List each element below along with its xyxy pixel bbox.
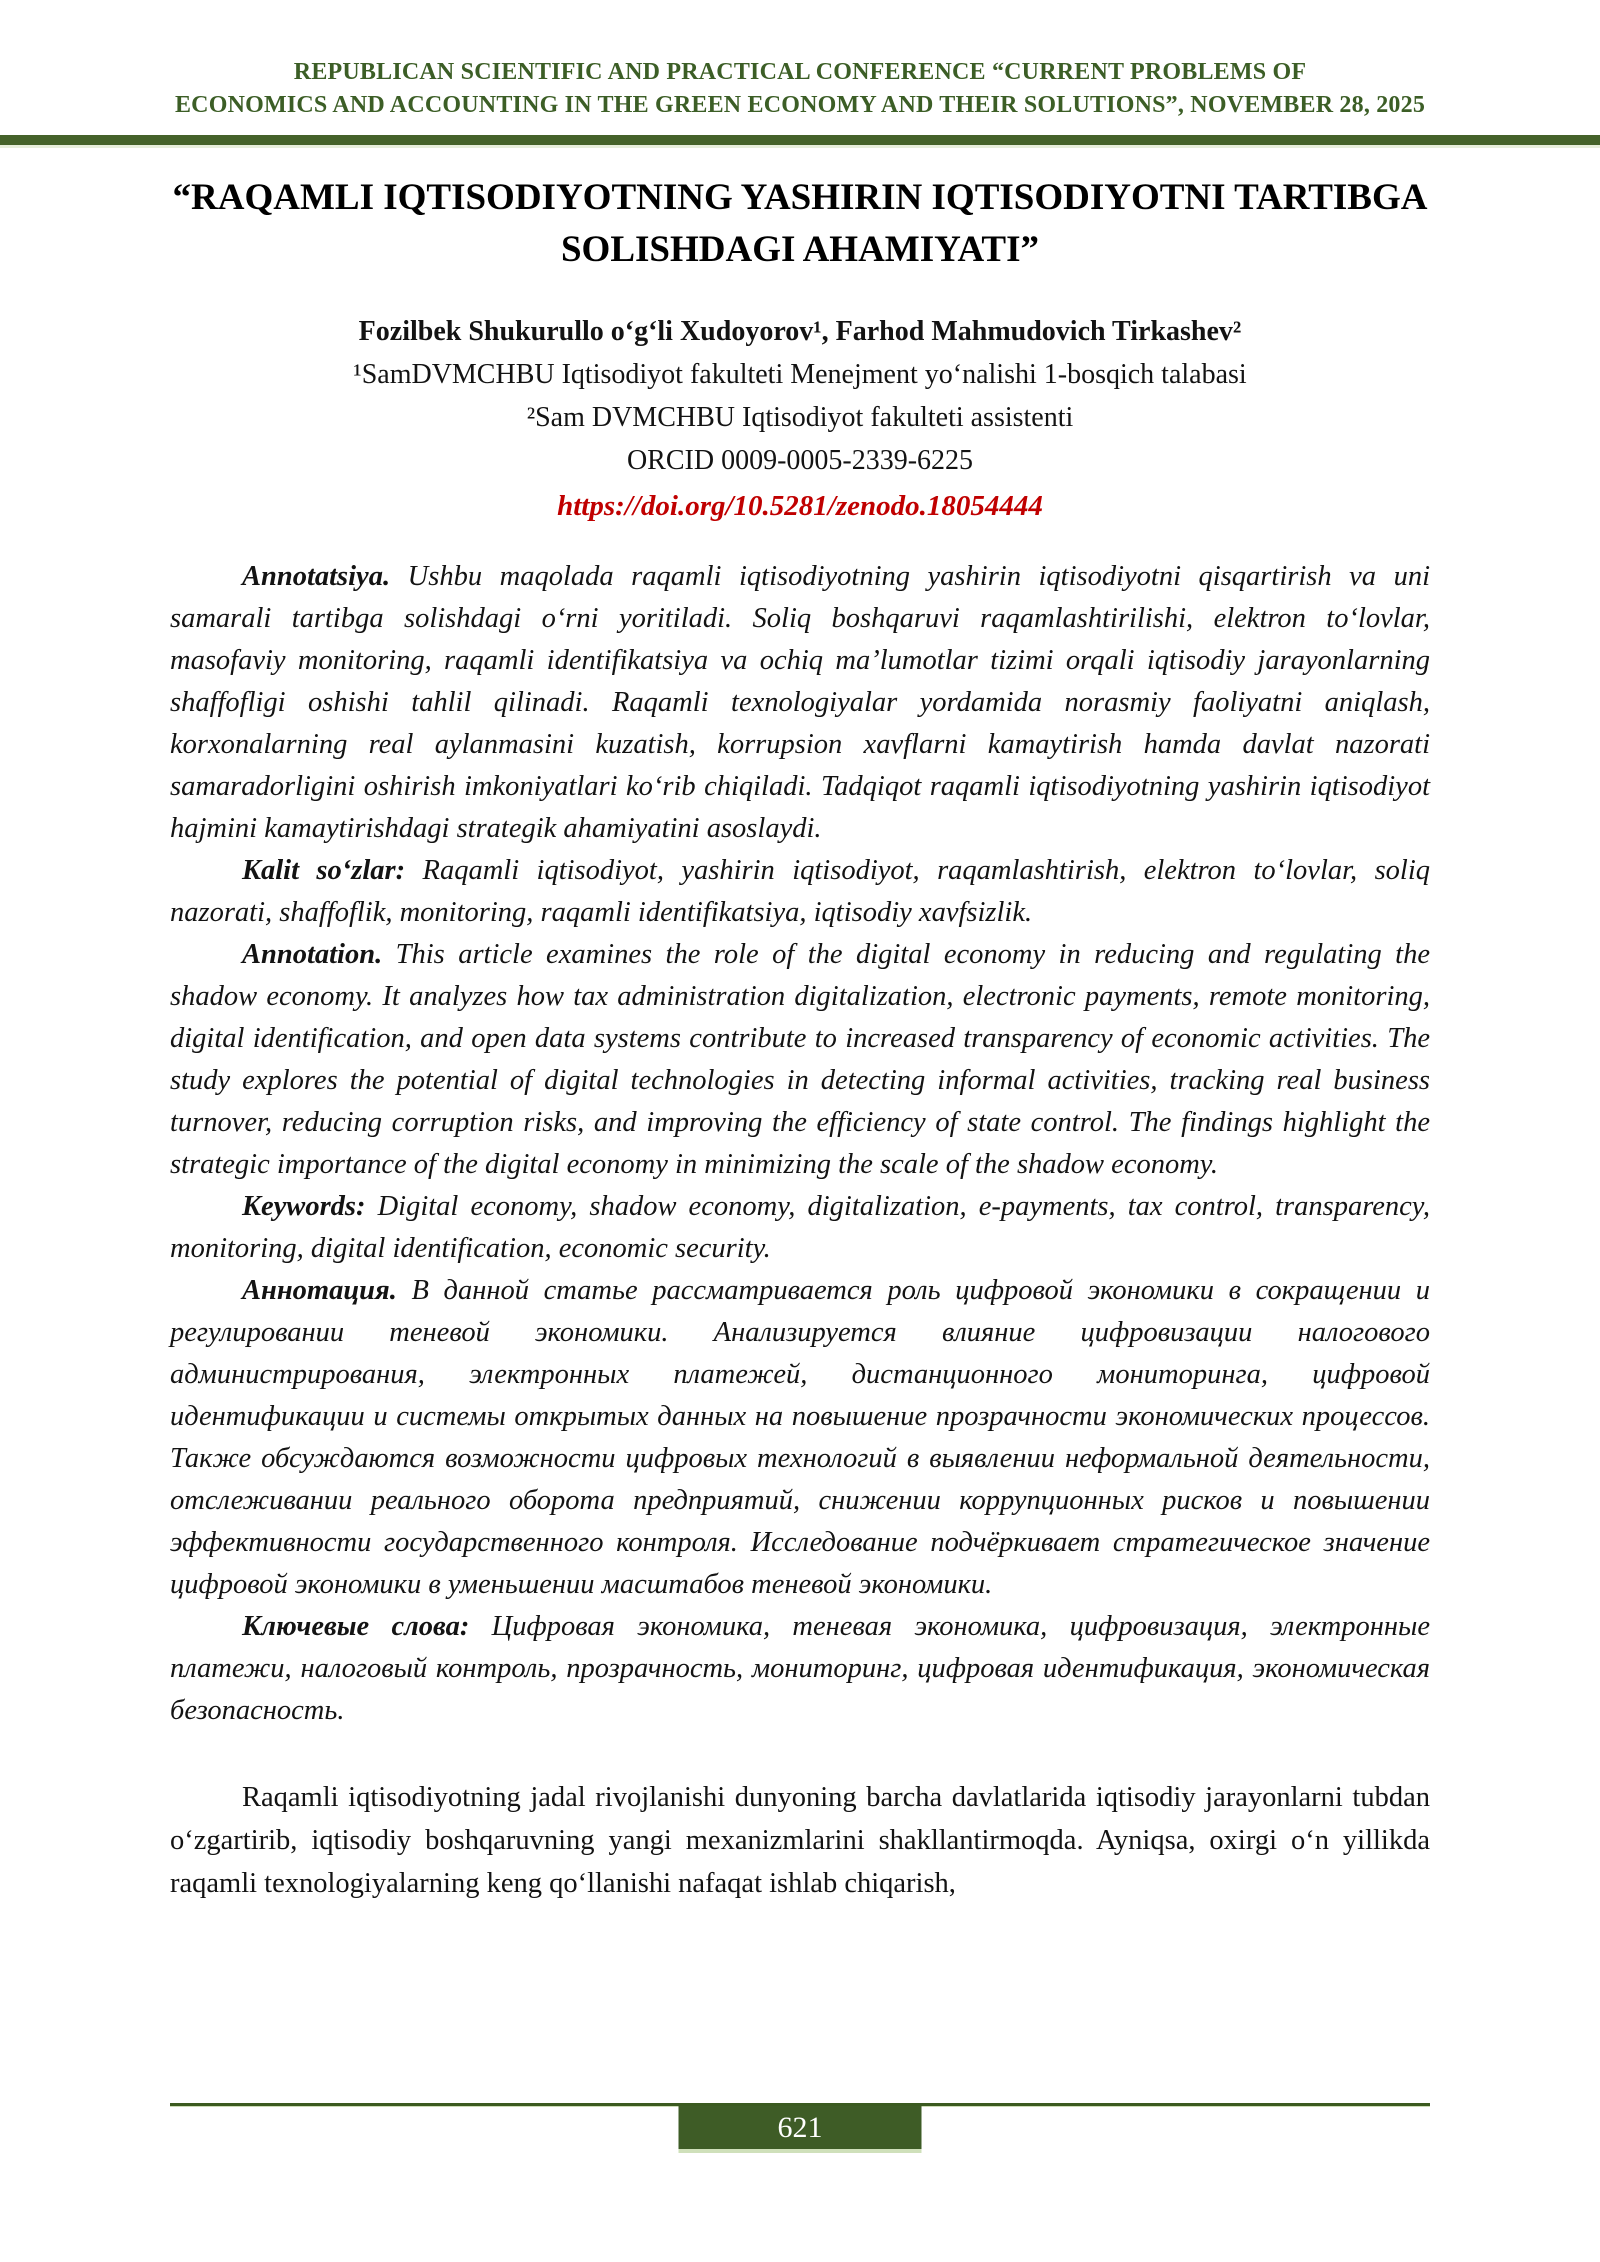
keywords-en-lead: Keywords: — [242, 1191, 366, 1222]
conference-title-line2: ECONOMICS AND ACCOUNTING IN THE GREEN ECONOMY AND THEIR SOLUTIONS”, NOVEMBER 28, 2025 — [174, 92, 1426, 118]
abstract-en — [170, 934, 1430, 1186]
abstract-ru — [170, 1270, 1430, 1606]
keywords-uz-lead: Kalit so‘zlar: — [242, 855, 406, 886]
paper-title: “RAQAMLI IQTISODIYOTNING YASHIRIN IQTISODIYOTNI TARTIBGA SOLISHDAGI AHAMIYATI” — [172, 177, 1428, 270]
header-divider-bar — [0, 135, 1600, 148]
affiliation-1: ¹SamDVMCHBU Iqtisodiyot fakulteti Menejment yo‘nalishi 1-bosqich talabasi — [353, 359, 1247, 390]
abstract-uz — [170, 556, 1430, 850]
keywords-en-text: Digital economy, shadow economy, digitalization, e-payments, tax control, transparency, monitoring, digital identification, economic security. — [170, 1191, 1430, 1264]
page-number-badge — [679, 2106, 922, 2153]
conference-title-line1: REPUBLICAN SCIENTIFIC AND PRACTICAL CONFERENCE “CURRENT PROBLEMS OF — [293, 59, 1307, 85]
orcid-line: ORCID 0009-0005-2339-6225 — [626, 445, 974, 476]
keywords-ru — [170, 1606, 1430, 1732]
abstract-ru-text: В данной статье рассматривается роль цифровой экономики в сокращении и регулировании теневой экономики. Анализируется влияние цифровизации налогового администрирования, электронных платежей, дистанционного мониторинга, цифровой идентификации и системы открытых данных на повышение прозрачности экономических процессов. Также обсуждаются возможности цифровых технологий в выявлении неформальной деятельности, отслеживании реального оборота предприятий, снижении коррупционных рисков и повышении эффективности государственного контроля. Исследование подчёркивает стратегическое значение цифровой экономики в уменьшении масштабов теневой экономики. — [170, 1275, 1431, 1600]
keywords-uz-text: Raqamli iqtisodiyot, yashirin iqtisodiyot, raqamlashtirish, elektron to‘lovlar, soliq nazorati, shaffoflik, monitoring, raqamli identifikatsiya, iqtisodiy xavfsizlik. — [170, 855, 1431, 928]
page-header — [0, 0, 1600, 122]
keywords-ru-text: Цифровая экономика, теневая экономика, цифровизация, электронные платежи, налоговый контроль, прозрачность, мониторинг, цифровая идентификация, экономическая безопасность. — [170, 1611, 1430, 1726]
authors-line: Fozilbek Shukurullo o‘g‘li Xudoyorov¹, Farhod Mahmudovich Tirkashev² — [358, 316, 1242, 347]
keywords-en — [170, 1186, 1430, 1270]
abstract-en-lead: Annotation. — [242, 939, 383, 970]
abstract-en-text: This article examines the role of the digital economy in reducing and regulating the shadow economy. It analyzes how tax administration digitalization, electronic payments, remote monitoring, digital identification, and open data systems contribute to increased transparency of economic activities. The study explores the potential of digital technologies in detecting informal activities, tracking real business turnover, reducing corruption risks, and improving the efficiency of state control. The findings highlight the strategic importance of the digital economy in minimizing the scale of the shadow economy. — [170, 939, 1430, 1180]
author-block — [170, 310, 1430, 528]
abstracts-section — [170, 556, 1430, 1732]
abstract-ru-lead: Аннотация. — [242, 1275, 397, 1306]
page-content — [0, 172, 1600, 1905]
body-paragraph: Raqamli iqtisodiyotning jadal rivojlanishi dunyoning barcha davlatlarida iqtisodiy jarayonlarni tubdan o‘zgartirib, iqtisodiy boshqaruvning yangi mexanizmlarini shakllantirmoqda. Ayniqsa, oxirgi o‘n yillikda raqamli texnologiyalarning keng qo‘llanishi nafaqat ishlab chiqarish, — [170, 1782, 1430, 1899]
doi-link[interactable]: https://doi.org/10.5281/zenodo.18054444 — [557, 490, 1043, 522]
page-number: 621 — [777, 2110, 823, 2144]
affiliation-2: ²Sam DVMCHBU Iqtisodiyot fakulteti assistenti — [526, 402, 1074, 433]
abstract-uz-lead: Annotatsiya. — [242, 561, 391, 592]
abstract-uz-text: Ushbu maqolada raqamli iqtisodiyotning yashirin iqtisodiyotni qisqartirish va uni samarali tartibga solishdagi o‘rni yoritiladi. Soliq boshqaruvi raqamlashtirilishi, elektron to‘lovlar, masofaviy monitoring, raqamli identifikatsiya va ochiq ma’lumotlar tizimi orqali iqtisodiy jarayonlarning shaffofligi oshishi tahlil qilinadi. Raqamli texnologiyalar yordamida norasmiy faoliyatni aniqlash, korxonalarning real aylanmasini kuzatish, korrupsion xavflarni kamaytirish hamda davlat nazorati samaradorligini oshirish imkoniyatlari ko‘rib chiqiladi. Tadqiqot raqamli iqtisodiyotning yashirin iqtisodiyot hajmini kamaytirishdagi strategik ahamiyatini asoslaydi. — [170, 561, 1431, 844]
keywords-ru-lead: Ключевые слова: — [242, 1611, 470, 1642]
keywords-uz — [170, 850, 1430, 934]
doi-line — [170, 485, 1430, 528]
